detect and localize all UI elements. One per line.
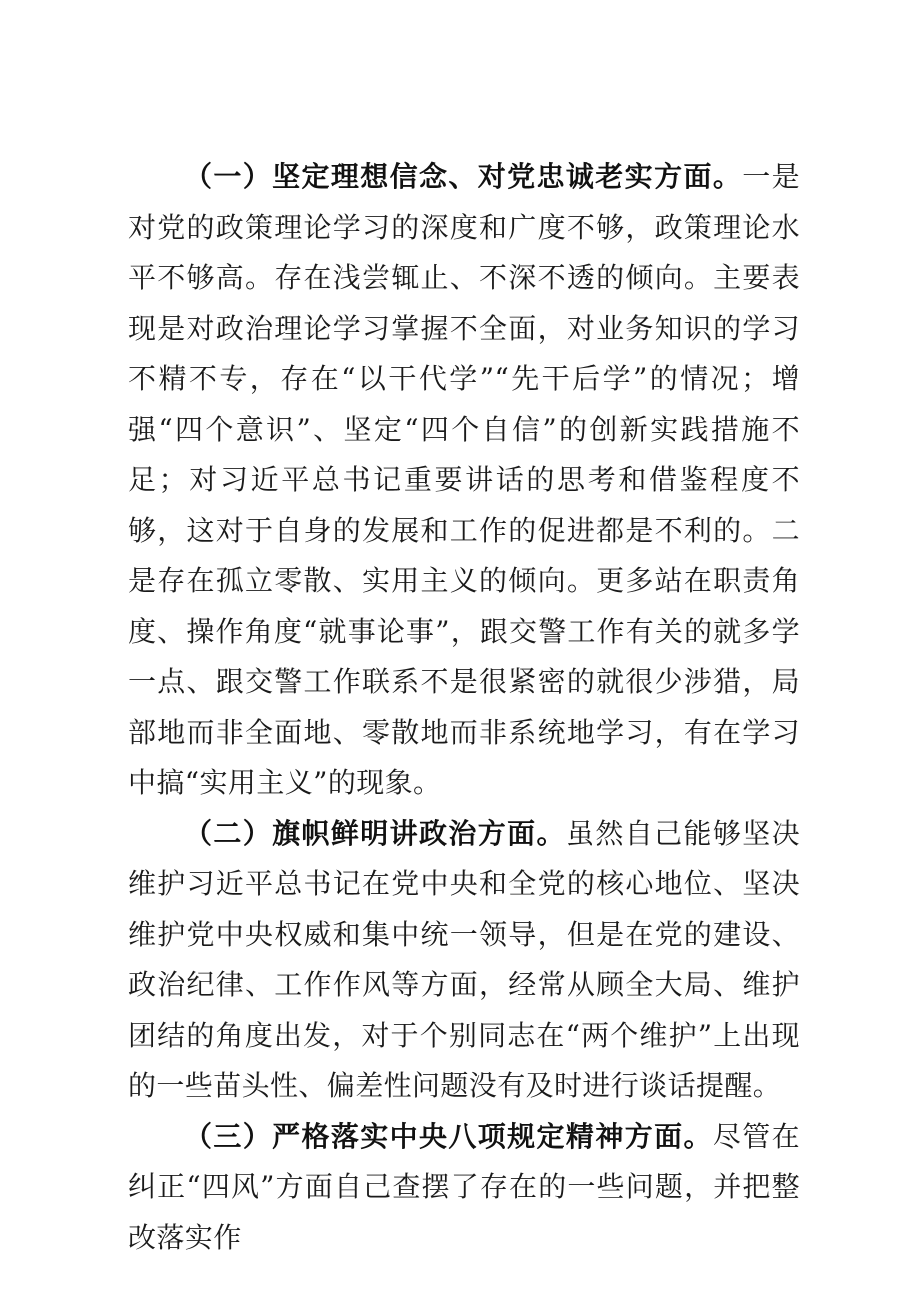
paragraph-3-text: 尽管在纠正“四风”方面自己查摆了存在的一些问题，并把整改落实作	[128, 1119, 801, 1254]
paragraph-1-heading: （一）坚定理想信念、对党忠诚老实方面。	[184, 160, 743, 193]
paragraph-2-text: 虽然自己能够坚决维护习近平总书记在党中央和全党的核心地位、坚决维护党中央权威和集中统一领导，但是在党的建设、政治纪律、工作作风等方面，经常从顾全大局、维护团结的角度出发，对于个别同志在“两个维护”上出现的一些苗头性、偏差性问题没有及时进行谈话提醒。	[128, 816, 800, 1102]
paragraph-1	[128, 152, 800, 809]
paragraph-3-heading: （三）严格落实中央八项规定精神方面。	[184, 1119, 713, 1153]
document-body	[128, 152, 800, 1263]
paragraph-3	[128, 1112, 800, 1264]
paragraph-1-text: 一是对党的政策理论学习的深度和广度不够，政策理论水平不够高。存在浅尝辄止、不深不透的倾向。主要表现是对政治理论学习掌握不全面，对业务知识的学习不精不专，存在“以干代学”“先干后学”的情况；增强“四个意识”、坚定“四个自信”的创新实践措施不足；对习近平总书记重要讲话的思考和借鉴程度不够，这对于自身的发展和工作的促进都是不利的。二是存在孤立零散、实用主义的倾向。更多站在职责角度、操作角度“就事论事”，跟交警工作有关的就多学一点、跟交警工作联系不是很紧密的就很少涉猎，局部地而非全面地、零散地而非系统地学习，有在学习中搞“实用主义”的现象。	[128, 160, 800, 799]
paragraph-2-heading: （二）旗帜鲜明讲政治方面。	[184, 816, 566, 850]
paragraph-2	[128, 809, 800, 1112]
